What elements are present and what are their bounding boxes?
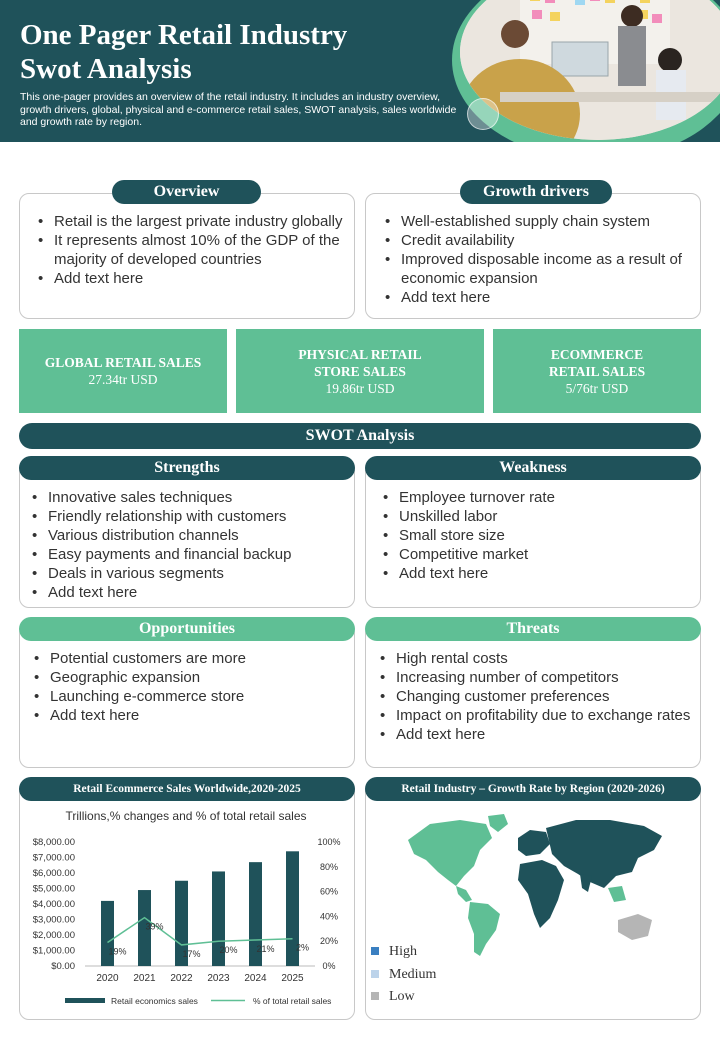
list-item: • Add text here xyxy=(381,288,691,307)
y2-tick-label: 20% xyxy=(319,936,339,947)
threats-title: Threats xyxy=(365,617,701,641)
list-item: • Well-established supply chain system xyxy=(381,212,691,231)
list-item: • Add text here xyxy=(379,564,694,583)
strengths-list xyxy=(28,488,348,602)
stat-label: ECOMMERCE RETAIL SALES xyxy=(548,346,646,379)
weakness-title: Weakness xyxy=(365,456,701,480)
x-tick-label: 2024 xyxy=(244,973,267,984)
list-item: • Improved disposable income as a result of economic expansion xyxy=(381,250,691,288)
list-item: • Launching e-commerce store xyxy=(30,687,350,706)
central-america-shape xyxy=(456,886,472,902)
list-item: • Various distribution channels xyxy=(28,526,348,545)
list-item: • Increasing number of competitors xyxy=(376,668,692,687)
data-label: 21% xyxy=(256,943,275,954)
list-item: • Add text here xyxy=(34,269,352,288)
list-item: • Competitive market xyxy=(379,545,694,564)
list-item: • Retail is the largest private industry globally xyxy=(34,212,352,231)
data-label: 2% xyxy=(295,942,310,953)
y-tick-label: $5,000.00 xyxy=(32,883,75,895)
list-item: • Unskilled labor xyxy=(379,507,694,526)
threats-list xyxy=(376,649,692,744)
opportunities-title: Opportunities xyxy=(19,617,355,641)
y-tick-label: $2,000.00 xyxy=(32,930,75,941)
legend-swatch xyxy=(371,970,379,978)
ecommerce-sales-chart xyxy=(19,826,355,1016)
legend-bar-label: Retail economics sales xyxy=(111,996,198,1006)
africa-shape xyxy=(518,860,564,928)
legend-bar-swatch xyxy=(65,998,105,1003)
list-item: • Impact on profitability due to exchange rates xyxy=(376,706,692,725)
southeast-asia-shape xyxy=(608,886,626,902)
list-item: • Geographic expansion xyxy=(30,668,350,687)
y-tick-label: $1,000.00 xyxy=(32,945,75,957)
line-series xyxy=(108,918,293,945)
ecommerce-chart-title: Retail Ecommerce Sales Worldwide,2020-2025 xyxy=(19,777,355,801)
title-line-2: Swot Analysis xyxy=(20,53,192,85)
stat-value: 27.34tr USD xyxy=(88,372,158,387)
title-line-1: One Pager Retail Industry xyxy=(20,19,348,51)
list-item: • Small store size xyxy=(379,526,694,545)
legend-swatch xyxy=(371,947,379,955)
australia-shape xyxy=(618,914,652,940)
data-label: 39% xyxy=(145,921,164,932)
strengths-title: Strengths xyxy=(19,456,355,480)
list-item: • Add text here xyxy=(30,706,350,725)
data-label: 17% xyxy=(182,948,201,959)
asia-shape xyxy=(546,820,662,888)
list-item: • Deals in various segments xyxy=(28,564,348,583)
header-banner xyxy=(0,0,720,142)
y2-tick-label: 100% xyxy=(317,837,341,847)
data-label: 19% xyxy=(108,946,127,957)
growth-drivers-list xyxy=(381,212,691,307)
stat-ecommerce-retail-sales xyxy=(493,329,701,413)
y2-tick-label: 80% xyxy=(319,861,339,872)
y2-tick-label: 0% xyxy=(322,961,336,971)
data-label: 20% xyxy=(219,945,238,956)
y2-tick-label: 60% xyxy=(319,886,339,897)
y-tick-label: $0.00 xyxy=(51,961,75,972)
legend-swatch xyxy=(371,992,379,1000)
map-legend-low xyxy=(371,989,415,1005)
list-item: • High rental costs xyxy=(376,649,692,668)
world-map xyxy=(400,810,670,960)
overview-list xyxy=(34,212,352,288)
india-shape xyxy=(580,874,592,892)
growth-map-title: Retail Industry – Growth Rate by Region (2020-2026) xyxy=(365,777,701,801)
x-tick-label: 2020 xyxy=(96,973,119,984)
map-legend-high xyxy=(371,944,417,960)
y-tick-label: $4,000.00 xyxy=(32,899,75,910)
list-item: • Add text here xyxy=(376,725,692,744)
list-item: • Innovative sales techniques xyxy=(28,488,348,507)
legend-label: High xyxy=(389,944,417,959)
list-item: • Friendly relationship with customers xyxy=(28,507,348,526)
page-subtitle: This one-pager provides an overview of the retail industry. It includes an industry overview, growth drivers, global, physical and e-commerce retail sales, SWOT analysis, sales worldwide and growth rate by region. xyxy=(20,91,457,128)
x-tick-label: 2025 xyxy=(281,973,304,984)
map-legend-medium xyxy=(371,967,436,983)
north-america-shape xyxy=(408,820,492,886)
list-item: • Potential customers are more xyxy=(30,649,350,668)
stat-value: 19.86tr USD xyxy=(325,380,395,396)
x-tick-label: 2023 xyxy=(207,973,230,984)
page-title xyxy=(20,18,450,86)
stat-value: 5/76tr USD xyxy=(565,380,629,396)
list-item: • Easy payments and financial backup xyxy=(28,545,348,564)
y-tick-label: $6,000.00 xyxy=(32,868,75,879)
legend-label: Low xyxy=(389,989,415,1004)
swot-title: SWOT Analysis xyxy=(19,423,701,449)
legend-line-label: % of total retail sales xyxy=(253,996,332,1006)
y2-tick-label: 40% xyxy=(319,911,339,922)
greenland-shape xyxy=(488,814,508,832)
stat-global-retail-sales xyxy=(19,329,227,413)
stat-label: GLOBAL RETAIL SALES xyxy=(44,355,202,370)
list-item: • Credit availability xyxy=(381,231,691,250)
x-tick-label: 2022 xyxy=(170,973,193,984)
decorative-circle xyxy=(467,98,499,130)
list-item: • It represents almost 10% of the GDP of the majority of developed countries xyxy=(34,231,352,269)
x-tick-label: 2021 xyxy=(133,973,156,984)
list-item: • Employee turnover rate xyxy=(379,488,694,507)
stat-physical-retail-sales xyxy=(236,329,484,413)
y-tick-label: $7,000.00 xyxy=(32,852,75,864)
list-item: • Add text here xyxy=(28,583,348,602)
south-america-shape xyxy=(468,902,500,956)
list-item: • Changing customer preferences xyxy=(376,687,692,706)
y-tick-label: $8,000.00 xyxy=(32,837,75,848)
overview-title: Overview xyxy=(112,180,261,204)
ecommerce-chart-subtitle: Trillions,% changes and % of total retail sales xyxy=(65,809,307,823)
opportunities-list xyxy=(30,649,350,725)
growth-drivers-title: Growth drivers xyxy=(460,180,612,204)
legend-label: Medium xyxy=(389,967,437,982)
weakness-list xyxy=(379,488,694,583)
europe-shape xyxy=(518,830,550,856)
stat-label: PHYSICAL RETAIL STORE SALES xyxy=(298,346,422,379)
y-tick-label: $3,000.00 xyxy=(32,914,75,926)
